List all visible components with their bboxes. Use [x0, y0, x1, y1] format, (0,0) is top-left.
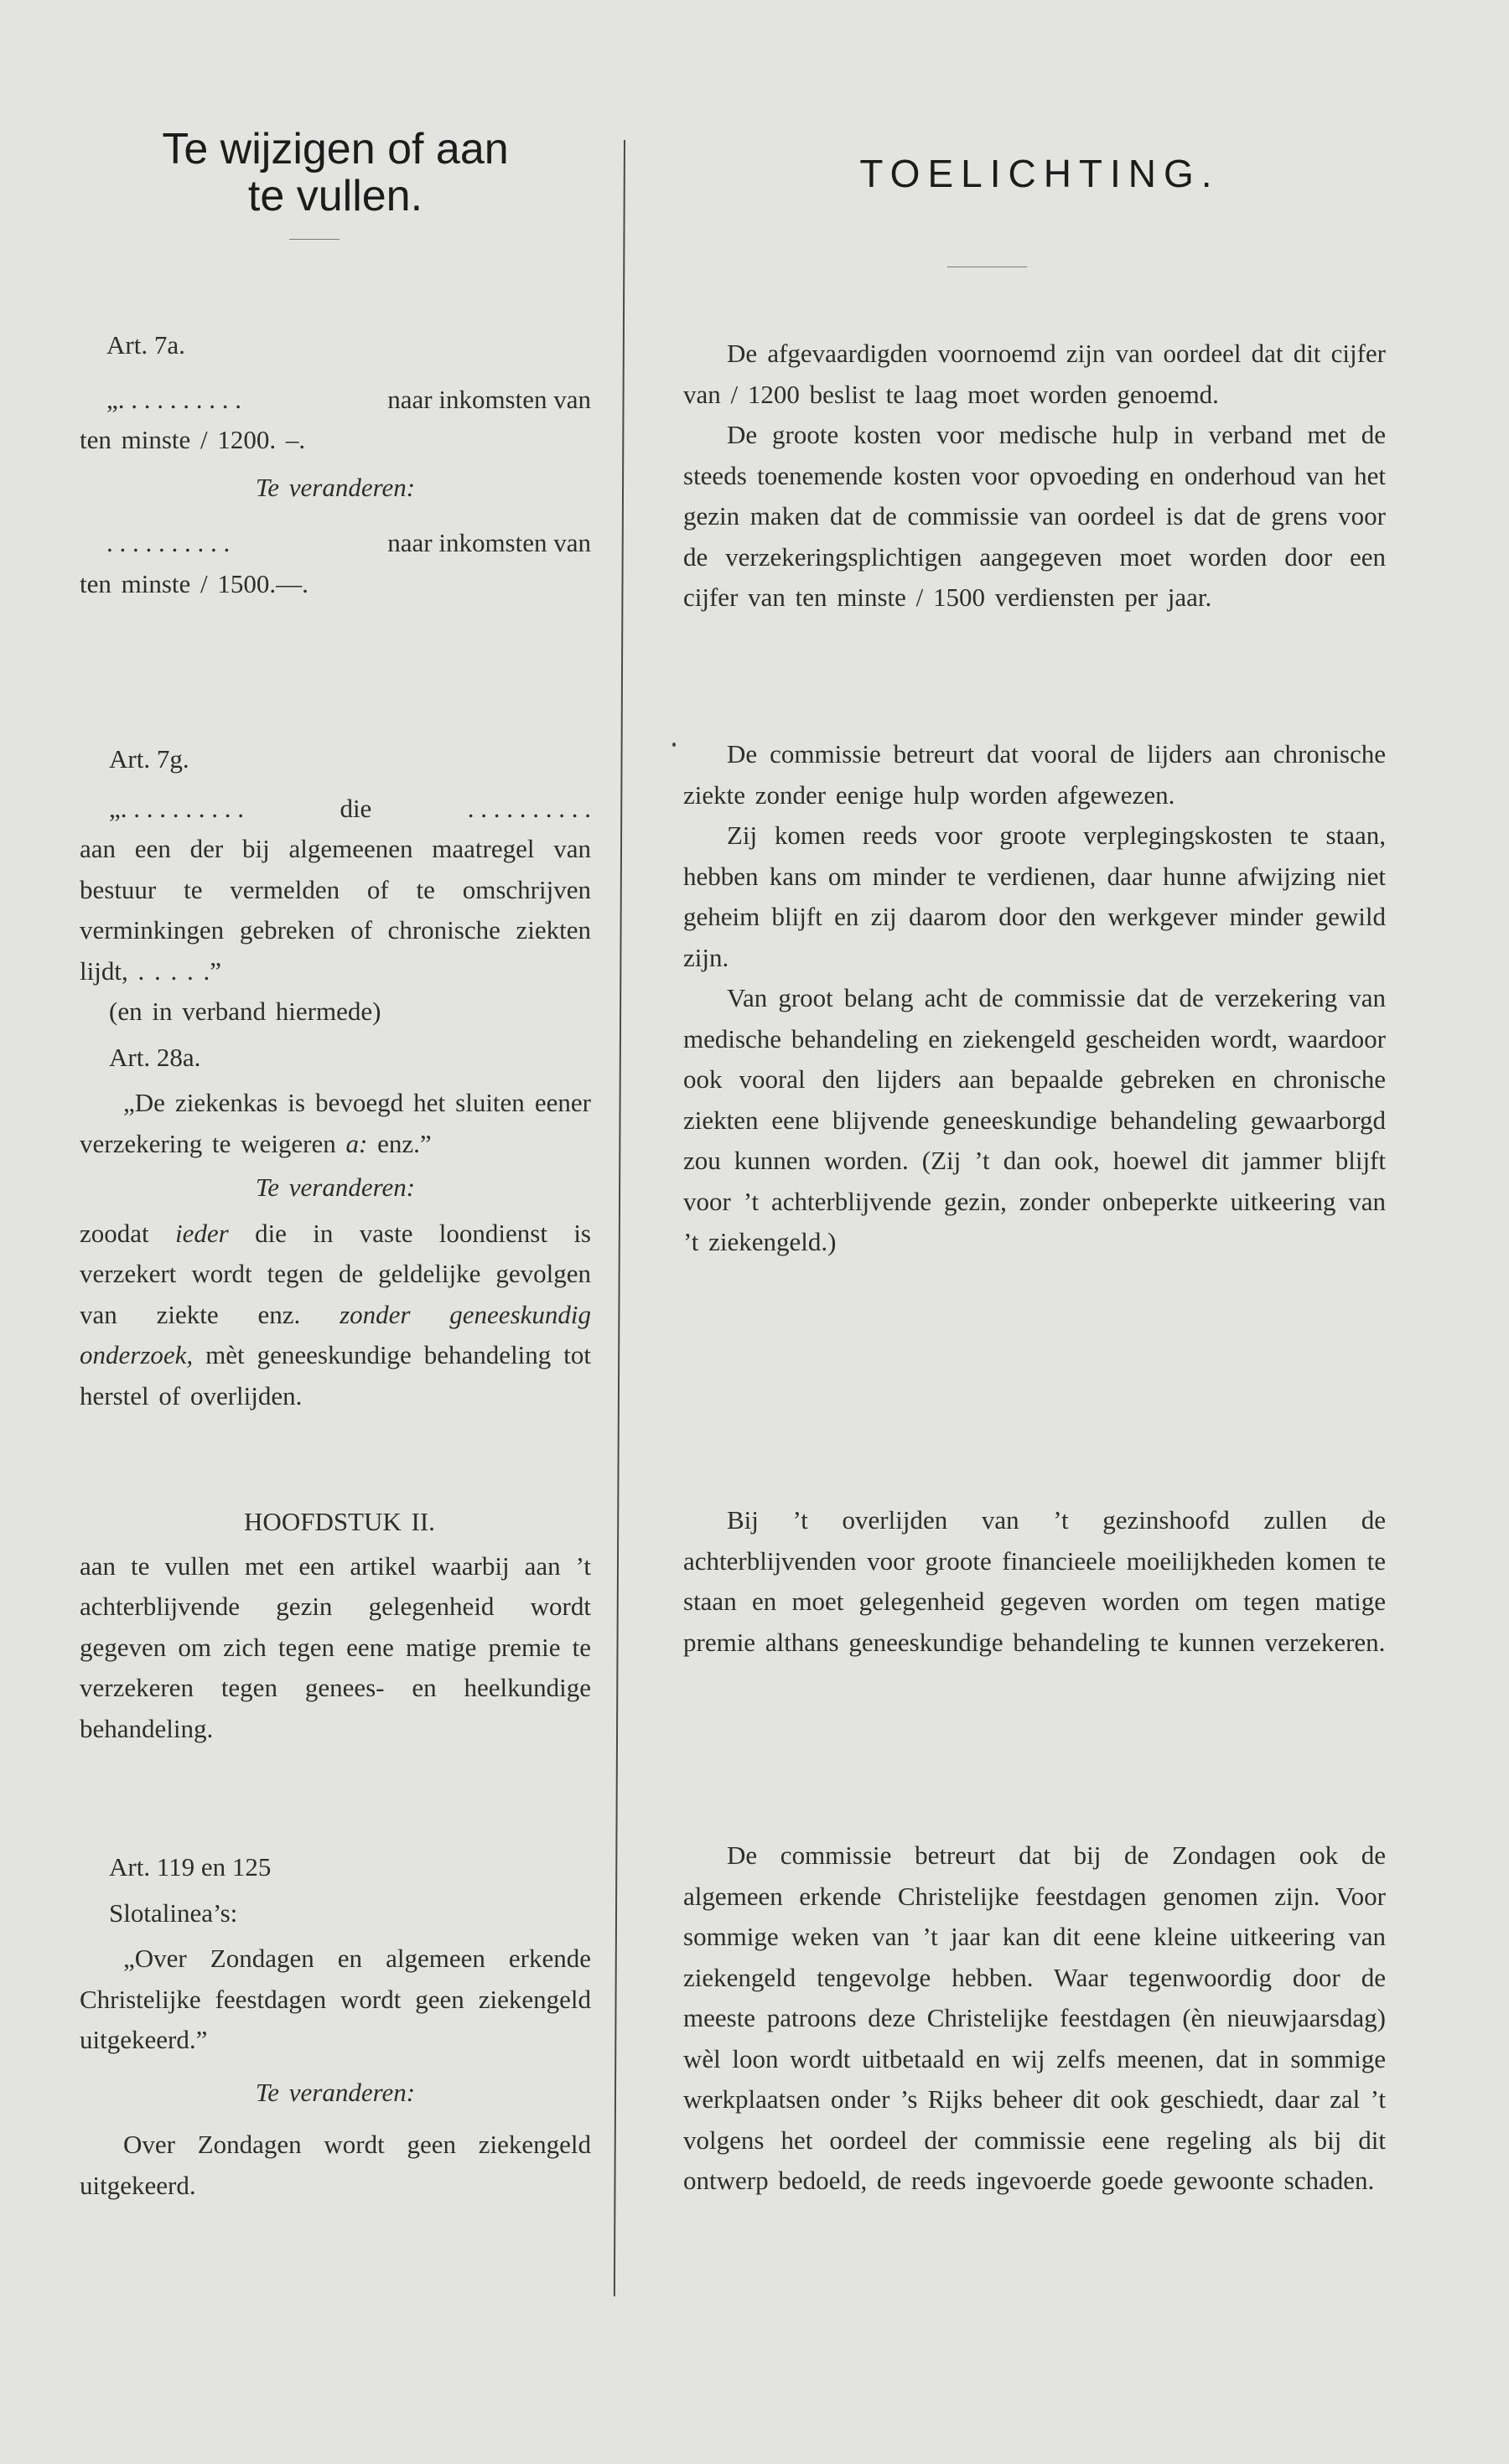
change-heading: Te veranderen: — [255, 1172, 416, 1202]
article-number: Art. 7g. — [109, 744, 189, 774]
new-text: Over Zondagen wordt geen ziekengeld uitgekeerd. — [80, 2130, 591, 2200]
quote-italic: a: — [345, 1128, 368, 1158]
new-text-part: mèt geneeskundige behandeling tot herstel of overlijden. — [80, 1340, 591, 1411]
new-text-part: die in vaste loondienst is verzekert wordt tegen de geldelijke gevolgen van ziekte enz. — [80, 1218, 591, 1329]
quote-body: aan een der bij algemeenen maatregel van bestuur te vermelden of te omschrijven verminkingen gebreken of chronische ziekten lijdt, . . . . .” — [80, 834, 591, 986]
left-column-title — [50, 126, 620, 220]
right-column-title: TOELICHTING. — [859, 152, 1220, 195]
ellipsis-dots: . . . . . . . . . . — [467, 793, 591, 823]
new-text-part: zoodat — [80, 1218, 149, 1248]
ellipsis-dots: . . . . . . . . . . — [106, 528, 231, 557]
article-number: Art. 28a. — [109, 1042, 201, 1072]
explanation-paragraph: De commissie betreurt dat vooral de lijders aan chronische ziekte zonder eenige hulp worden afgewezen. — [683, 739, 1386, 810]
left-title-rule — [289, 239, 340, 240]
print-speck — [672, 743, 676, 747]
chapter-heading: HOOFDSTUK II. — [244, 1507, 435, 1536]
quote-article-28a — [80, 1083, 591, 1164]
explanation-paragraph: Van groot belang acht de commissie dat de verzekering van medische behandeling en ziekengeld gescheiden wordt, waardoor ook vooral den lijders aan bepaalde gebreken en chronische ziekten eene blijvende geneeskundige behandeling gewaarborgd zou kunnen worden. (Zij ’t dan ook, hoewel dit jammer blijft voor ’t achterblijvende gezin, zonder onbeperkte uitkeering van ’t ziekengeld.) — [683, 983, 1386, 1256]
explanation-paragraph: De commissie betreurt dat bij de Zondagen ook de algemeen erkende Christelijke feestdagen genomen zijn. Voor sommige weken van ’t jaar kan dit eene kleine uitkeering van ziekengeld tengevolge hebben. Waar tegenwoordig door de meeste patroons deze Christelijke feestdagen (èn nieuwjaarsdag) wèl loon wordt uitbetaald en wij zelfs meenen, dat in sommige werkplaatsen onder ’s Rijks beheer dit ook geschiedt, daar zal ’t volgens het oordeel der commissie eene regeling als bij dit ontwerp bedoeld, de reeds ingevoerde goede gewoonte schaden. — [683, 1840, 1386, 2195]
quote-line — [80, 380, 591, 421]
quote: „Over Zondagen en algemeen erkende Christelijke feestdagen wordt geen ziekengeld uitgekeerd.” — [80, 1944, 591, 2054]
new-text-italic: ieder — [175, 1218, 229, 1248]
explanation-paragraph: De groote kosten voor medische hulp in verband met de steeds toenemende kosten voor opvoeding en onderhoud van het gezin maken dat de commissie van oordeel is dat de grens voor de verzekeringsplichtigen aangegeven moet worden door een cijfer van ten minste / 1500 verdiensten per jaar. — [683, 420, 1386, 612]
chapter-body: aan te vullen met een artikel waarbij aan ’t achterblijvende gezin gelegenheid wordt gegeven om zich tegen eene matige premie te verzekeren tegen genees- en heelkundige behandeling. — [80, 1550, 591, 1743]
change-heading: Te veranderen: — [255, 472, 416, 502]
ellipsis-dots: „. . . . . . . . . . — [109, 793, 245, 823]
quote-tail: naar inkomsten van — [387, 384, 591, 414]
new-text-tail: naar inkomsten van — [387, 528, 591, 557]
section-art-7g-right — [683, 734, 1386, 1263]
related-note: (en in verband hiermede) — [109, 996, 381, 1026]
left-title-line-1: Te wijzigen of aan — [162, 125, 509, 173]
new-text-line — [80, 523, 591, 564]
column-divider — [614, 140, 625, 2296]
section-hoofdstuk-2-left — [80, 1502, 591, 1749]
new-text-italic: zonder geneeskundig onderzoek, — [80, 1299, 592, 1369]
change-heading: Te veranderen: — [255, 2077, 416, 2107]
section-art-7a-right — [683, 334, 1386, 619]
quote-tail: enz.” — [377, 1128, 432, 1158]
quote-mid: die — [340, 793, 372, 823]
section-art-119-right — [683, 1835, 1386, 2202]
quote-line — [80, 789, 591, 830]
left-title-line-2: te vullen. — [247, 172, 423, 220]
quote-line-2: ten minste / 1200. –. — [80, 425, 306, 454]
subheading: Slotalinea’s: — [109, 1897, 238, 1928]
section-art-119-left — [80, 1847, 591, 2206]
article-number: Art. 7a. — [106, 330, 185, 360]
explanation-paragraph: Zij komen reeds voor groote verplegingskosten te staan, hebben kans om minder te verdienen, daar hunne afwijzing niet geheim blijft en zij daarom door den werkgever minder gewild zijn. — [683, 820, 1386, 972]
article-number: Art. 119 en 125 — [109, 1852, 272, 1882]
section-hoofdstuk-2-right — [683, 1500, 1386, 1663]
explanation-paragraph: De afgevaardigden voornoemd zijn van oordeel dat dit cijfer van / 1200 beslist te laag moet worden genoemd. — [683, 339, 1386, 409]
new-text — [80, 1214, 591, 1417]
section-art-7g-left — [80, 739, 591, 1416]
quote-lead: „De ziekenkas is bevoegd het sluiten eener verzekering te weigeren — [80, 1088, 591, 1158]
ellipsis-dots: „. . . . . . . . . . — [106, 384, 242, 414]
explanation-paragraph: Bij ’t overlijden van ’t gezinshoofd zullen de achterblijvenden voor groote financieele moeilijkheden komen te staan en moet gelegenheid gegeven worden om tegen matige premie althans geneeskundige behandeling te kunnen verzekeren. — [683, 1505, 1386, 1657]
new-text-line-2: ten minste / 1500.—. — [80, 568, 309, 598]
section-art-7a-left — [80, 325, 591, 604]
